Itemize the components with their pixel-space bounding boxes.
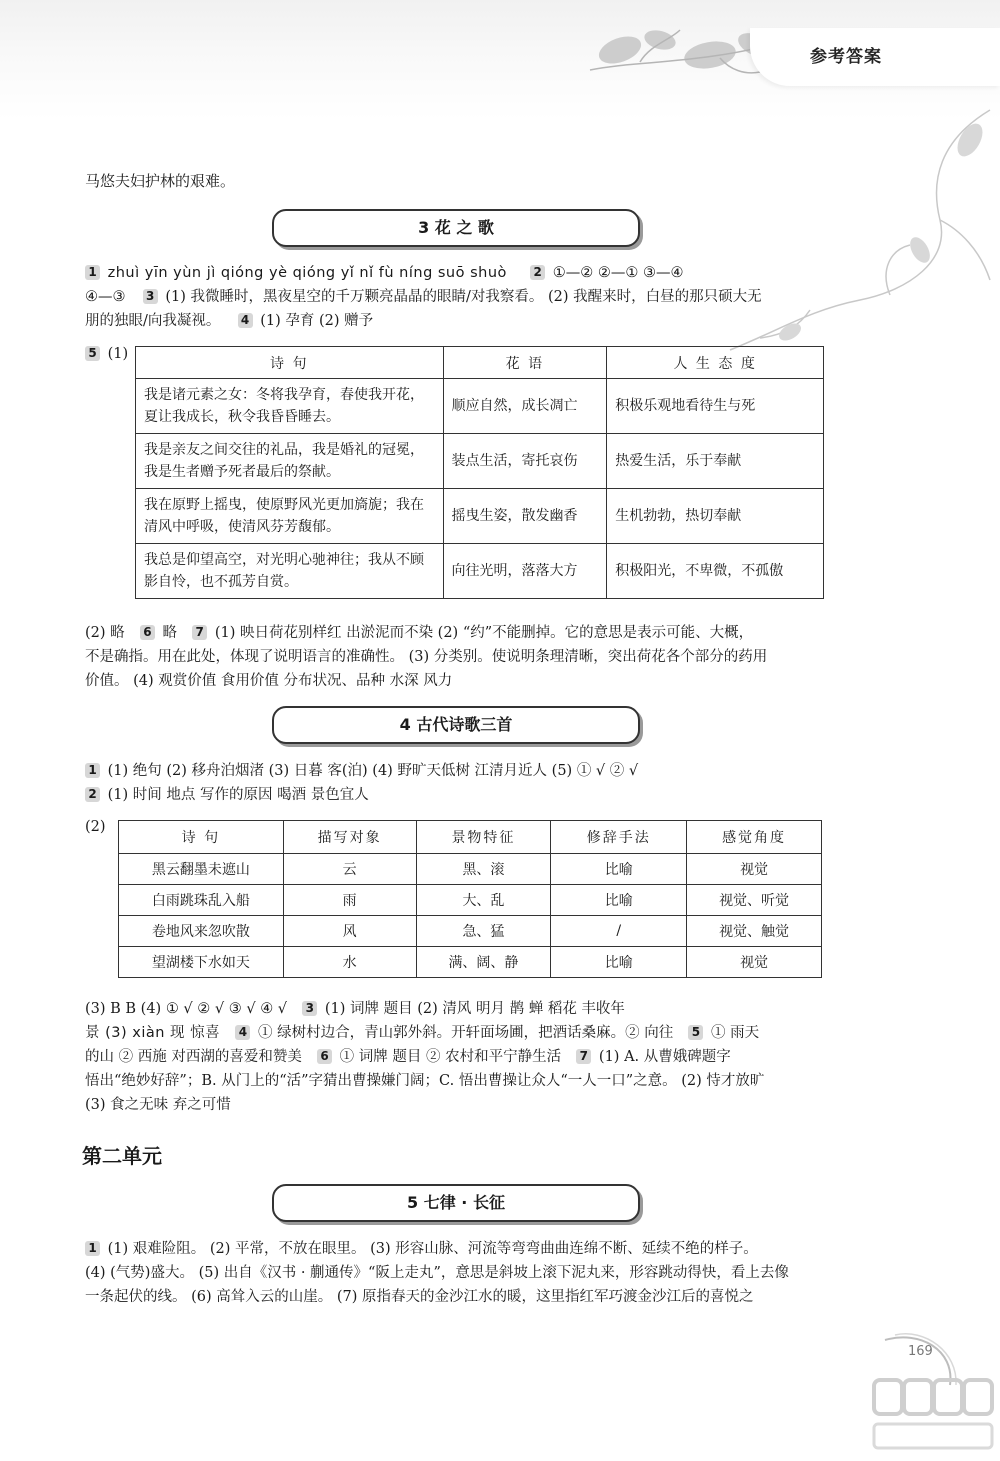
s4-after-line-5: (3) 食之无味 弃之可惜 — [85, 1097, 231, 1113]
poem-table — [118, 820, 822, 978]
s4-q1-text: (1) 绝句 (2) 移舟泊烟渚 (3) 日暮 客(泊) (4) 野旷天低树 江清月近人 (5) ① √ ② √ — [107, 763, 639, 779]
question-number: 1 — [85, 763, 100, 778]
table-cell: 黑云翻墨未遮山 — [119, 854, 284, 885]
table-cell: 比喻 — [551, 947, 687, 978]
table-header: 诗 句 — [136, 347, 444, 379]
table-row — [136, 489, 824, 544]
header-tab-label: 参考答案 — [810, 47, 882, 67]
s5-line-1 — [85, 1238, 758, 1260]
table-cell: 积极乐观地看待生与死 — [607, 379, 824, 434]
question-number: 5 — [688, 1025, 703, 1040]
table-cell: 雨 — [283, 885, 416, 916]
s3-after-line-3: 价值。 (4) 观赏价值 食用价值 分布状况、品种 水深 风力 — [85, 673, 453, 689]
question-number: 6 — [140, 625, 155, 640]
table-row — [119, 947, 822, 978]
s3-after-text: (2) 略 — [85, 625, 125, 641]
table-cell: 白雨跳珠乱入船 — [119, 885, 284, 916]
table-cell: 顺应自然，成长凋亡 — [443, 379, 607, 434]
question-number: 2 — [530, 265, 545, 280]
table-cell: 比喻 — [551, 885, 687, 916]
s3-line-3 — [85, 310, 373, 332]
s4-after-text: 景 (3) xiàn 现 惊喜 — [85, 1025, 221, 1041]
s4-after-line-3 — [85, 1046, 731, 1068]
s4-table-prefix: (2) — [85, 819, 106, 835]
s4-after-text: 的山 ② 西施 对西湖的喜爱和赞美 — [85, 1049, 302, 1065]
table-cell: 我在原野上摇曳，使原野风光更加旖旎；我在清风中呼吸，使清风芬芳馥郁。 — [136, 489, 444, 544]
table-cell: 视觉 — [687, 947, 822, 978]
table-row — [119, 885, 822, 916]
table-cell: 我是亲友之间交往的礼品，我是婚礼的冠冕，我是生者赠予死者最后的祭献。 — [136, 434, 444, 489]
unit-heading: 第二单元 — [82, 1144, 162, 1168]
s3-q4-text: (1) 孕育 (2) 赠予 — [260, 313, 374, 329]
table-row — [136, 434, 824, 489]
vine-decoration-icon — [690, 100, 1000, 360]
s4-after-line-2 — [85, 1022, 759, 1044]
question-number: 4 — [235, 1025, 250, 1040]
table-row — [136, 544, 824, 599]
s4-line-2 — [85, 784, 369, 806]
table-row — [136, 379, 824, 434]
table-cell: 黑、滚 — [416, 854, 551, 885]
table-cell: 大、乱 — [416, 885, 551, 916]
question-number: 5 — [85, 346, 100, 361]
s3-q7-text: (1) 映日荷花别样红 出淤泥而不染 (2) “约”不能删掉。它的意思是表示可能、大概， — [214, 625, 754, 641]
section-5-title: 5 七律 · 长征 — [272, 1184, 640, 1222]
s3-q2-line2: ④—③ — [85, 289, 126, 305]
table-cell: 积极阳光，不卑微，不孤傲 — [607, 544, 824, 599]
s4-after-line-1 — [85, 998, 625, 1020]
s3-after-line-2: 不是确指。用在此处，体现了说明语言的准确性。 (3) 分类别。使说明条理清晰，突出荷花各个部分的药用 — [85, 649, 768, 665]
s4-q2-text: (1) 时间 地点 写作的原因 喝酒 景色宜人 — [107, 787, 369, 803]
header-tab — [750, 28, 1000, 86]
s4-after-text: (3) B B (4) ① √ ② √ ③ √ ④ √ — [85, 1001, 288, 1017]
question-number: 1 — [85, 265, 100, 280]
table-cell: 满、阔、静 — [416, 947, 551, 978]
table-cell: 云 — [283, 854, 416, 885]
table-cell: 装点生活，寄托哀伤 — [443, 434, 607, 489]
table-cell: 望湖楼下水如天 — [119, 947, 284, 978]
s3-after-line-1 — [85, 622, 753, 644]
s4-line-1 — [85, 760, 638, 782]
s3-q5-prefix: (1) — [107, 346, 129, 362]
s4-q6-text: ① 词牌 题目 ② 农村和平宁静生活 — [339, 1049, 562, 1065]
table-cell: 热爱生活，乐于奉献 — [607, 434, 824, 489]
table-row — [119, 916, 822, 947]
s3-q3-line2: 朋的独眼/向我凝视。 — [85, 313, 221, 329]
table-header: 描写对象 — [283, 821, 416, 854]
table-cell: 风 — [283, 916, 416, 947]
s4-after-line-4: 悟出“绝妙好辞”；B. 从门上的“活”字猜出曹操嫌门阔；C. 悟出曹操让众人“一人一口”之意。 (2) 恃才放旷 — [85, 1073, 765, 1089]
s5-line-2: (4) (气势)盛大。 (5) 出自《汉书 · 蒯通传》“阪上走丸”，意思是斜坡上滚下泥丸来，形容跳动得快，看上去像 — [85, 1265, 789, 1281]
question-number: 3 — [143, 289, 158, 304]
table-cell: / — [551, 916, 687, 947]
table-header: 修辞手法 — [551, 821, 687, 854]
s4-q5-text: ① 雨天 — [711, 1025, 760, 1041]
s3-q6-text: 略 — [162, 625, 177, 641]
s3-q2-text: ①—② ②—① ③—④ — [552, 265, 684, 281]
table-cell: 向往光明，落落大方 — [443, 544, 607, 599]
s4-q3-text: (1) 词牌 题目 (2) 清风 明月 鹊 蝉 稻花 丰收年 — [324, 1001, 625, 1017]
table-cell: 视觉 — [687, 854, 822, 885]
table-cell: 比喻 — [551, 854, 687, 885]
question-number: 7 — [576, 1049, 591, 1064]
s5-line-1-text: (1) 艰难险阻。 (2) 平常，不放在眼里。 (3) 形容山脉、河流等弯弯曲曲连绵不断、延续不绝的样子。 — [107, 1241, 758, 1257]
s5-line-3: 一条起伏的线。 (6) 高耸入云的山崖。 (7) 原指春天的金沙江水的暖，这里指红军巧渡金沙江后的喜悦之 — [85, 1289, 754, 1305]
table-cell: 我总是仰望高空，对光明心驰神往；我从不顾影自怜，也不孤芳自赏。 — [136, 544, 444, 599]
s3-q5-label — [85, 343, 128, 365]
s3-line-2 — [85, 286, 762, 308]
s3-line-1 — [85, 262, 683, 284]
table-cell: 摇曳生姿，散发幽香 — [443, 489, 607, 544]
table-cell: 视觉、听觉 — [687, 885, 822, 916]
question-number: 1 — [85, 1241, 100, 1256]
table-cell: 生机勃勃，热切奉献 — [607, 489, 824, 544]
question-number: 6 — [317, 1049, 332, 1064]
watermark-logo-icon — [870, 1372, 995, 1457]
table-header: 感觉角度 — [687, 821, 822, 854]
flower-song-table — [135, 346, 824, 599]
table-cell: 水 — [283, 947, 416, 978]
section-3-title: 3 花 之 歌 — [272, 209, 640, 247]
table-cell: 卷地风来忽吹散 — [119, 916, 284, 947]
question-number: 2 — [85, 787, 100, 802]
s3-q3-text: (1) 我微睡时，黑夜星空的千万颗亮晶晶的眼睛/对我察看。 (2) 我醒来时，白昼的那只硕大无 — [165, 289, 762, 305]
s4-q7-text: (1) A. 从曹娥碑题字 — [598, 1049, 731, 1065]
table-header: 人 生 态 度 — [607, 347, 824, 379]
section-4-title: 4 古代诗歌三首 — [272, 706, 640, 744]
question-number: 7 — [192, 625, 207, 640]
table-cell: 视觉、触觉 — [687, 916, 822, 947]
table-row — [119, 854, 822, 885]
table-header: 花 语 — [443, 347, 607, 379]
table-header: 景物特征 — [416, 821, 551, 854]
s3-q1-pinyin: zhuì yīn yùn jì qióng yè qióng yǐ nǐ fù níng suō shuò — [107, 265, 507, 281]
table-header-row — [119, 821, 822, 854]
table-cell: 急、猛 — [416, 916, 551, 947]
question-number: 3 — [302, 1001, 317, 1016]
intro-line: 马悠夫妇护林的艰难。 — [85, 172, 236, 190]
table-header-row — [136, 347, 824, 379]
s4-q4-text: ① 绿树村边合，青山郭外斜。开轩面场圃，把酒话桑麻。② 向往 — [258, 1025, 674, 1041]
table-header: 诗 句 — [119, 821, 284, 854]
table-cell: 我是诸元素之女：冬将我孕育，春使我开花，夏让我成长，秋令我昏昏睡去。 — [136, 379, 444, 434]
question-number: 4 — [238, 313, 253, 328]
page-number: 169 — [908, 1344, 933, 1359]
